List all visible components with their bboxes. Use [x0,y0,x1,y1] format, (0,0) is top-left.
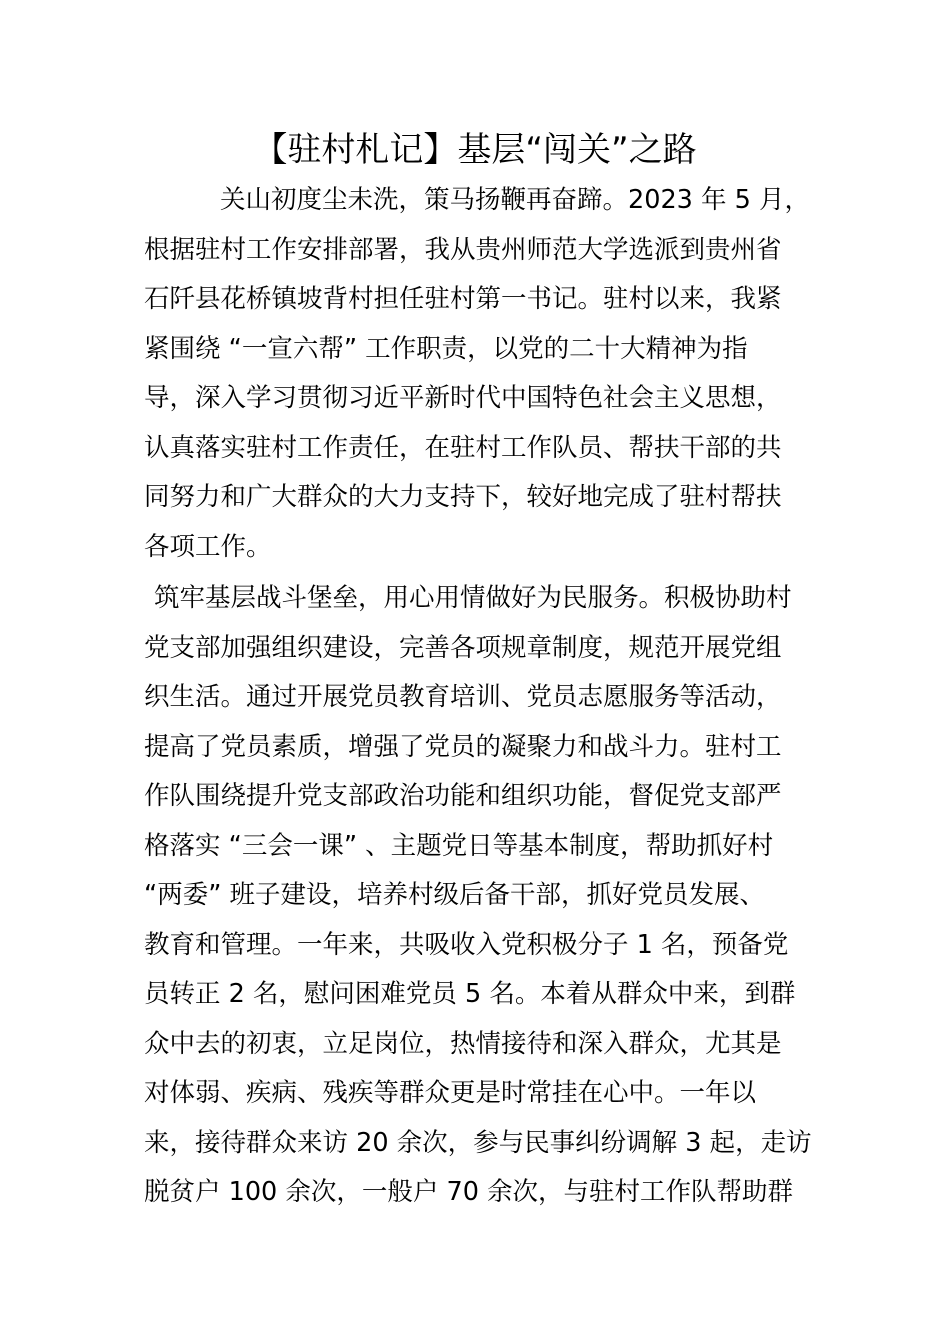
paragraph-line: 来，接待群众来访 20 余次，参与民事纠纷调解 3 起，走访 [144,1127,812,1158]
paragraph-line: 格落实 “三会一课” 、主题党日等基本制度，帮助抓好村 [144,830,774,861]
paragraph-line: 各项工作。 [144,531,272,562]
paragraph-line: 党支部加强组织建设，完善各项规章制度，规范开展党组 [144,632,782,663]
paragraph-line: 石阡县花桥镇坡背村担任驻村第一书记。驻村以来，我紧 [144,284,782,314]
paragraph-line: 紧围绕 “一宣六帮” 工作职责，以党的二十大精神为指 [144,333,748,364]
paragraph-line: 对体弱、疾病、残疾等群众更是时常挂在心中。一年以 [144,1078,757,1108]
paragraph-line: 导，深入学习贯彻习近平新时代中国特色社会主义思想， [144,383,782,413]
paragraph-line: 员转正 2 名，慰问困难党员 5 名。本着从群众中来，到群 [144,979,796,1009]
paragraph-line: 筑牢基层战斗堡垒，用心用情做好为民服务。积极协助村 [154,583,792,613]
paragraph-line: 认真落实驻村工作责任，在驻村工作队员、帮扶干部的共 [144,432,782,463]
paragraph-1 [144,176,812,572]
paragraph-line: 教育和管理。一年来，共吸收入党积极分子 1 名，预备党 [144,929,789,960]
paragraph-line: 作队围绕提升党支部政治功能和组织功能，督促党支部严 [144,781,782,811]
document-title: 【驻村札记】基层“闯关”之路 [253,130,697,170]
paragraph-line: 同努力和广大群众的大力支持下，较好地完成了驻村帮扶 [144,482,782,512]
paragraph-2 [144,574,812,1218]
paragraph-line: 脱贫户 100 余次，一般户 70 余次，与驻村工作队帮助群 [144,1177,794,1207]
paragraph-line: 众中去的初衷，立足岗位，热情接待和深入群众，尤其是 [144,1028,782,1059]
paragraph-line: 提高了党员素质，增强了党员的凝聚力和战斗力。驻村工 [144,731,782,762]
paragraph-line: “两委” 班子建设，培养村级后备干部，抓好党员发展、 [144,880,766,910]
paragraph-line: 织生活。通过开展党员教育培训、党员志愿服务等活动， [144,682,782,712]
paragraph-line: 关山初度尘未洗，策马扬鞭再奋蹄。2023 年 5 月， [220,185,810,215]
paragraph-line: 根据驻村工作安排部署，我从贵州师范大学选派到贵州省 [144,234,782,265]
